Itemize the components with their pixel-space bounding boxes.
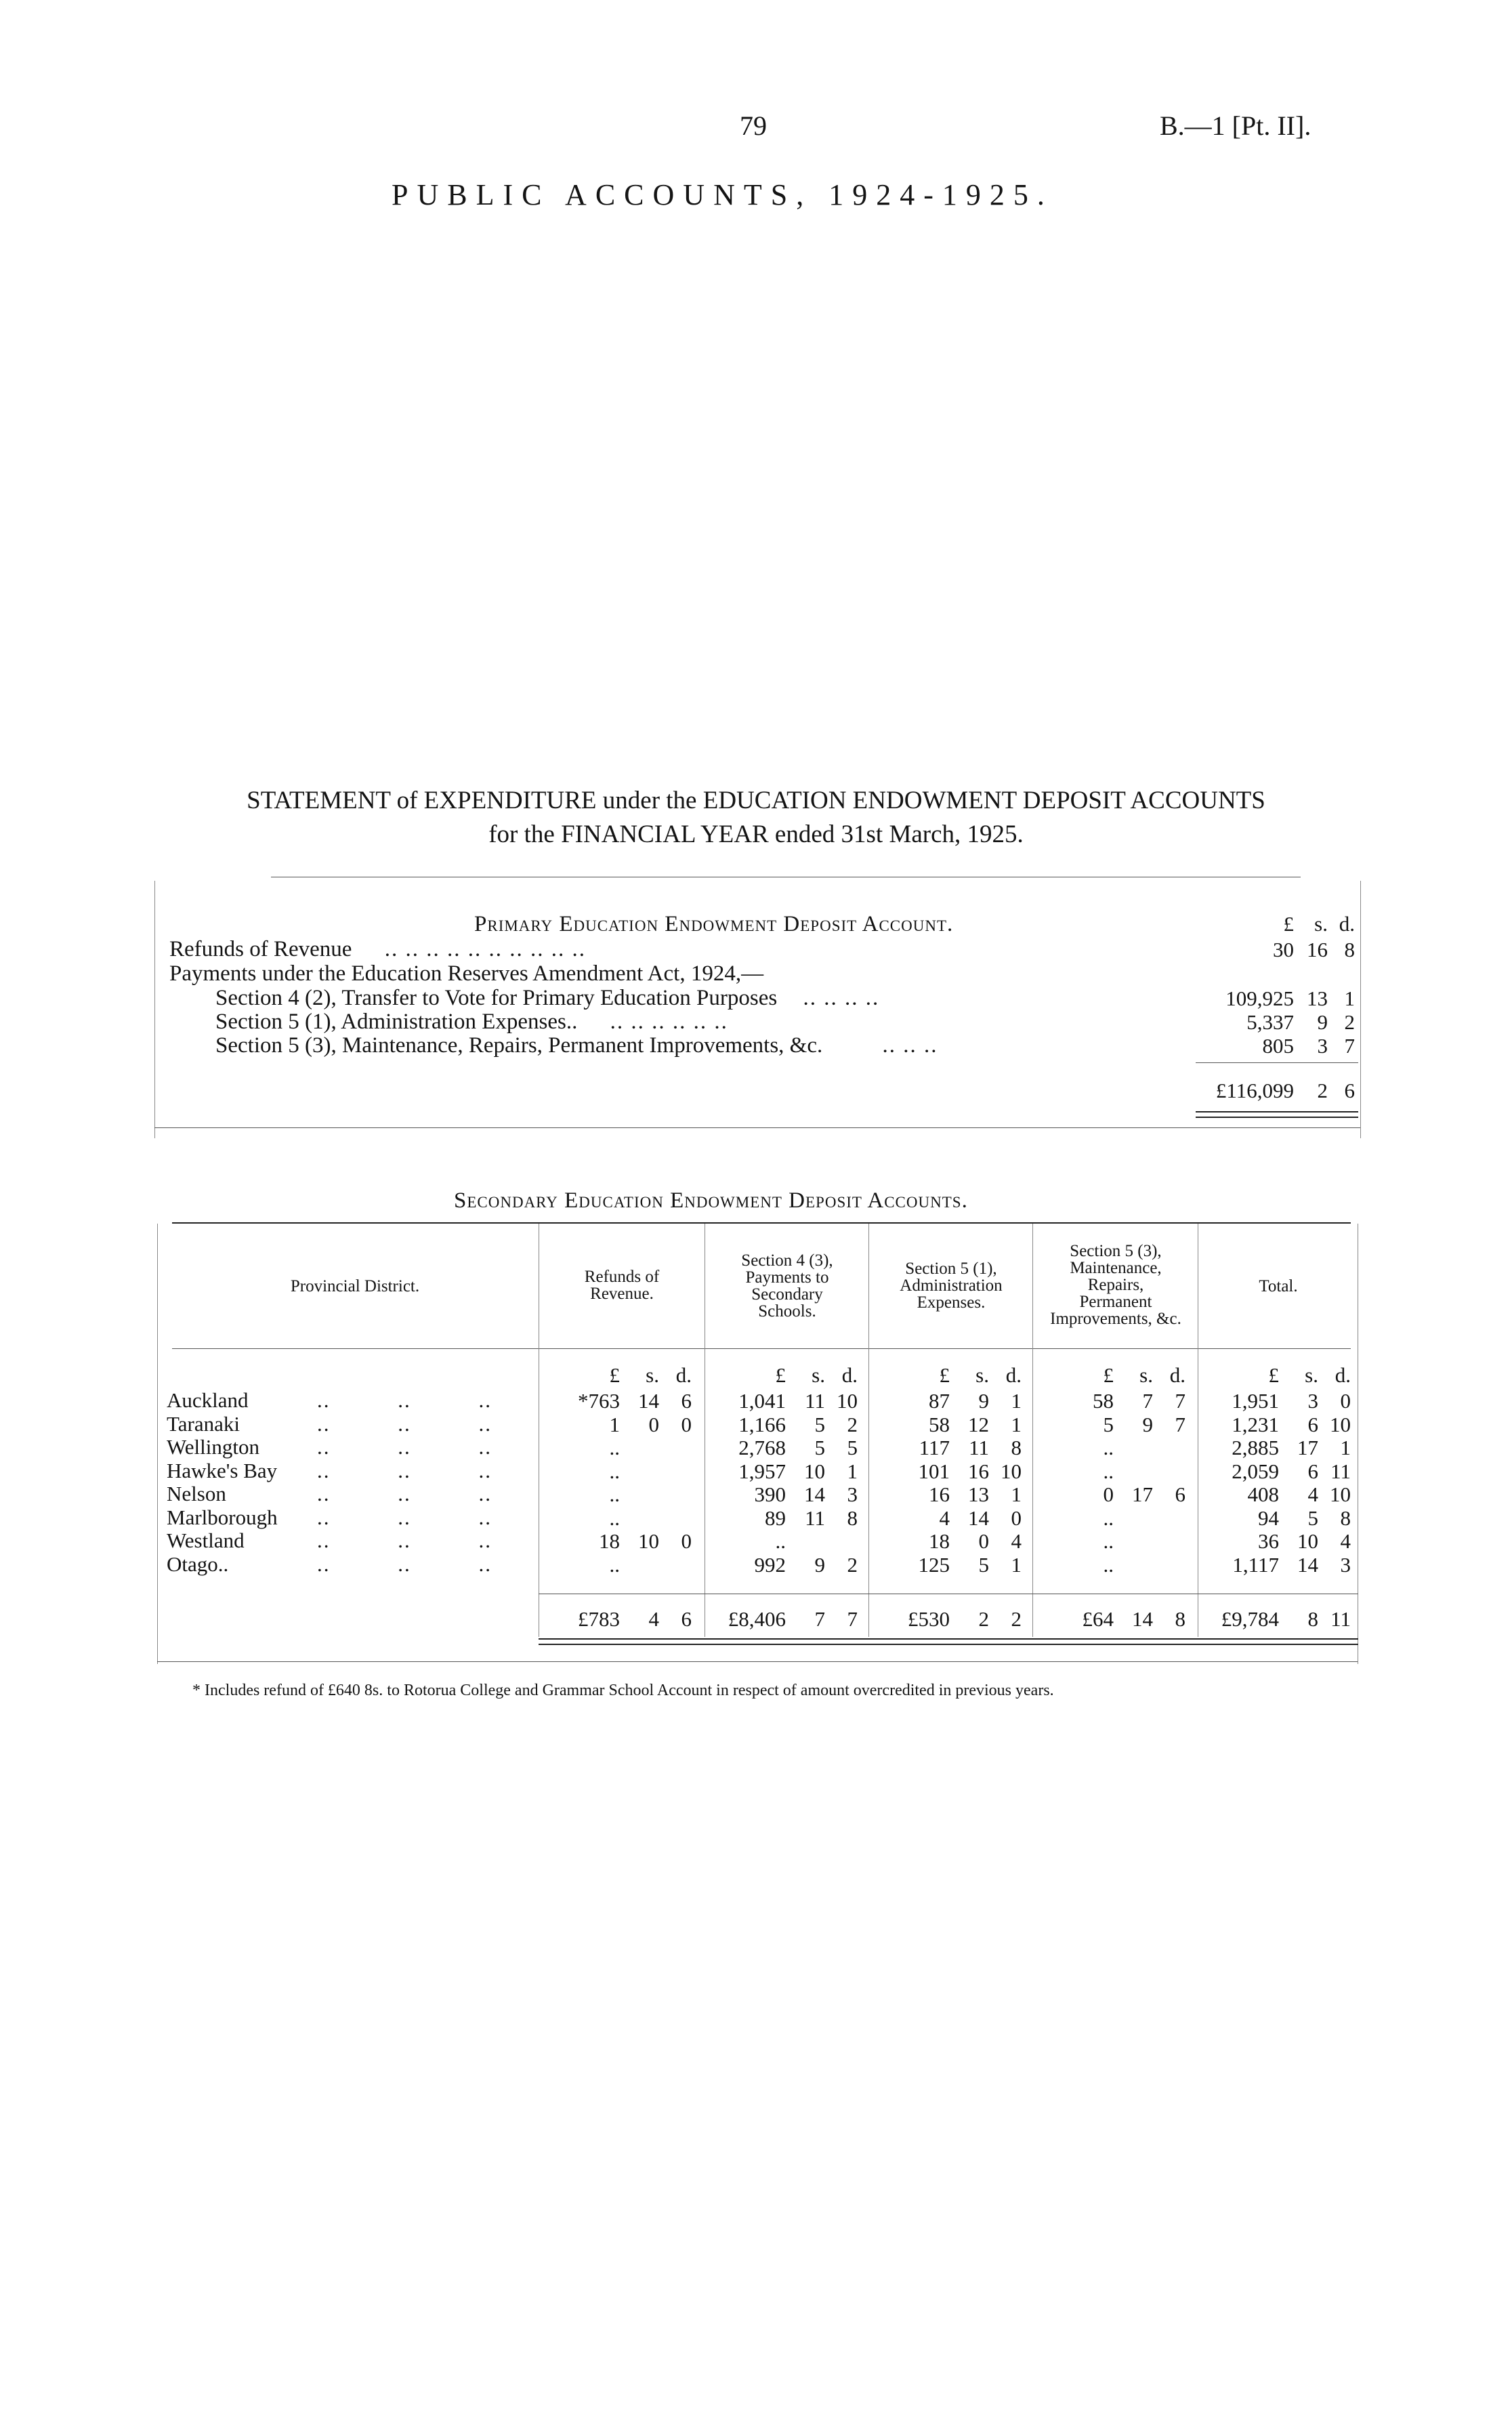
secondary-heading: Secondary Education Endowment Deposit Accounts.	[454, 1188, 968, 1213]
district-name: Hawke's Bay	[167, 1459, 278, 1482]
cell-total-pounds: 2,059	[1232, 1459, 1279, 1483]
primary-bottom-rule	[154, 1127, 1360, 1128]
primary-row-label: Section 4 (2), Transfer to Vote for Primary Education Purposes	[215, 986, 778, 1010]
cell-total-pence: 4	[1340, 1529, 1351, 1553]
district-name: Taranaki	[167, 1412, 240, 1436]
cell-sec51-pounds: 87	[929, 1389, 950, 1413]
district-name: Marlborough	[167, 1505, 278, 1529]
secondary-top-rule	[172, 1222, 1351, 1224]
cell-sec51-pence: 1	[1011, 1413, 1022, 1436]
total-sec51-pounds: £530	[908, 1607, 950, 1631]
total-total-pence: 11	[1330, 1607, 1351, 1631]
cell-sec42-pounds: 89	[765, 1506, 786, 1530]
cell-sec53-pounds: ..	[1103, 1459, 1114, 1483]
total-sec42-pounds: £8,406	[728, 1607, 786, 1631]
primary-row	[169, 938, 586, 961]
statement-title-line1: STATEMENT of EXPENDITURE under the EDUCATION ENDOWMENT DEPOSIT ACCOUNTS	[247, 787, 1265, 814]
cell-refunds-pence: 6	[681, 1389, 692, 1413]
cell-total-shillings: 14	[1297, 1553, 1318, 1577]
leader-dots: .. .. ..	[317, 1529, 492, 1552]
totals-double-rule	[539, 1644, 1358, 1645]
col-header-refunds: Refunds of Revenue.	[584, 1268, 660, 1303]
cell-sec51-shillings: 13	[968, 1482, 989, 1506]
leader-dots: .. .. ..	[317, 1552, 492, 1576]
cell-total-pounds: 94	[1258, 1506, 1279, 1530]
cell-total-pence: 8	[1340, 1506, 1351, 1530]
cell-total-pence: 1	[1340, 1436, 1351, 1459]
cell-total-pounds: 408	[1247, 1482, 1279, 1506]
cell-sec51-pence: 0	[1011, 1506, 1022, 1530]
col-header-district: Provincial District.	[290, 1277, 420, 1295]
currency-header-pounds: £	[609, 1363, 620, 1387]
cell-sec51-shillings: 12	[968, 1413, 989, 1436]
district-name: Auckland	[167, 1388, 249, 1412]
page-title: PUBLIC ACCOUNTS, 1924-1925.	[392, 178, 1053, 211]
primary-row-pounds: 805	[1262, 1034, 1294, 1058]
cell-refunds-pounds: ..	[609, 1553, 620, 1577]
table-left-rule	[157, 1224, 158, 1664]
cell-total-pounds: 2,885	[1232, 1436, 1279, 1459]
cell-refunds-pounds: *763	[578, 1389, 620, 1413]
cell-sec42-pounds: 1,166	[738, 1413, 786, 1436]
primary-row	[215, 1034, 938, 1057]
column-rule	[868, 1224, 869, 1637]
cell-refunds-pence: 0	[681, 1529, 692, 1553]
currency-header-shillings: s.	[1305, 1363, 1318, 1387]
currency-header-pence: d.	[1169, 1363, 1185, 1387]
total-refunds-shillings: 4	[648, 1607, 659, 1631]
total-sec51-shillings: 2	[978, 1607, 989, 1631]
currency-header-pence: d.	[1335, 1363, 1351, 1387]
currency-header-pence: d.	[1005, 1363, 1022, 1387]
currency-header-pounds: £	[1103, 1363, 1114, 1387]
column-rule	[1032, 1224, 1033, 1637]
currency-header-shillings: s.	[646, 1363, 659, 1387]
cell-sec51-shillings: 0	[978, 1529, 989, 1553]
col-header-sec51: Section 5 (1), Administration Expenses.	[900, 1260, 1003, 1312]
primary-row-pence: 7	[1344, 1034, 1355, 1058]
statement-title-line2: for the FINANCIAL YEAR ended 31st March, 1925.	[488, 820, 1024, 848]
primary-total-double-rule	[1196, 1111, 1358, 1112]
cell-sec42-pounds: 1,957	[738, 1459, 786, 1483]
primary-row	[215, 1010, 728, 1033]
district-name: Otago..	[167, 1552, 229, 1576]
cell-sec53-pounds: ..	[1103, 1436, 1114, 1459]
cell-sec42-shillings: 11	[805, 1389, 825, 1413]
primary-row-label: Section 5 (1), Administration Expenses..	[215, 1010, 578, 1034]
cell-sec51-shillings: 5	[978, 1553, 989, 1577]
cell-sec51-pence: 1	[1011, 1482, 1022, 1506]
primary-row-pence: 2	[1344, 1010, 1355, 1034]
cell-total-shillings: 6	[1307, 1413, 1318, 1436]
cell-sec42-pounds: 1,041	[738, 1389, 786, 1413]
secondary-bottom-rule	[157, 1661, 1358, 1662]
cell-sec51-pence: 1	[1011, 1553, 1022, 1577]
total-sec53-pence: 8	[1175, 1607, 1185, 1631]
cell-sec53-shillings: 9	[1142, 1413, 1153, 1436]
total-sec42-pence: 7	[847, 1607, 858, 1631]
cell-sec51-pounds: 16	[929, 1482, 950, 1506]
primary-total-pence: 6	[1344, 1079, 1355, 1102]
primary-right-rule	[1360, 881, 1361, 1138]
cell-refunds-shillings: 10	[638, 1529, 659, 1553]
cell-sec42-pence: 8	[847, 1506, 858, 1530]
primary-subtotal-rule	[1196, 1062, 1358, 1063]
primary-total-double-rule	[1196, 1117, 1358, 1118]
cell-sec53-pounds: 0	[1103, 1482, 1114, 1506]
leader-dots: .. .. .. .. .. .. .. .. .. ..	[384, 937, 586, 961]
cell-sec53-pounds: ..	[1103, 1529, 1114, 1553]
total-sec51-pence: 2	[1011, 1607, 1022, 1631]
cell-total-shillings: 17	[1297, 1436, 1318, 1459]
leader-dots: .. .. ..	[317, 1388, 492, 1412]
cell-total-shillings: 4	[1307, 1482, 1318, 1506]
cell-sec42-pence: 2	[847, 1413, 858, 1436]
total-refunds-pounds: £783	[578, 1607, 620, 1631]
col-header-sec53: Section 5 (3), Maintenance, Repairs, Permanent Improvements, &c.	[1050, 1242, 1181, 1328]
primary-row-pence: 8	[1344, 938, 1355, 961]
cell-sec42-shillings: 14	[804, 1482, 825, 1506]
cell-sec53-pounds: ..	[1103, 1553, 1114, 1577]
cell-sec42-shillings: 9	[814, 1553, 825, 1577]
primary-row-label: Section 5 (3), Maintenance, Repairs, Permanent Improvements, &c.	[215, 1033, 823, 1058]
cell-sec42-pence: 1	[847, 1459, 858, 1483]
leader-dots: .. .. .. ..	[803, 986, 880, 1010]
cell-refunds-shillings: 0	[648, 1413, 659, 1436]
cell-sec53-pounds: 58	[1093, 1389, 1114, 1413]
primary-row-shillings: 3	[1317, 1034, 1328, 1058]
leader-dots: .. .. ..	[317, 1435, 492, 1459]
cell-sec42-shillings: 5	[814, 1436, 825, 1459]
footnote: * Includes refund of £640 8s. to Rotorua College and Grammar School Account in respect of amount overcredited in previous years.	[192, 1682, 1054, 1699]
primary-row-label: Payments under the Education Reserves Amendment Act, 1924,—	[169, 961, 764, 986]
leader-dots: .. .. ..	[317, 1482, 492, 1505]
cell-total-shillings: 10	[1297, 1529, 1318, 1553]
cell-total-pence: 3	[1340, 1553, 1351, 1577]
cell-sec42-shillings: 11	[805, 1506, 825, 1530]
primary-row-shillings: 13	[1307, 986, 1328, 1010]
primary-row-pence: 1	[1344, 986, 1355, 1010]
cell-total-pence: 10	[1330, 1413, 1351, 1436]
cell-sec51-pounds: 101	[918, 1459, 950, 1483]
cell-total-shillings: 3	[1307, 1389, 1318, 1413]
cell-sec51-shillings: 9	[978, 1389, 989, 1413]
cell-sec42-pounds: 390	[754, 1482, 786, 1506]
currency-header-shillings: s.	[975, 1363, 989, 1387]
cell-sec51-shillings: 14	[968, 1506, 989, 1530]
primary-total-pounds: £116,099	[1215, 1079, 1294, 1102]
cell-refunds-pence: 0	[681, 1413, 692, 1436]
cell-sec42-shillings: 10	[804, 1459, 825, 1483]
cell-refunds-pounds: 18	[599, 1529, 620, 1553]
currency-header-pence: d.	[675, 1363, 692, 1387]
cell-refunds-pounds: ..	[609, 1482, 620, 1506]
currency-header-pounds: £	[775, 1363, 786, 1387]
page-number: 79	[740, 110, 767, 141]
cell-sec51-pence: 10	[1001, 1459, 1022, 1483]
leader-dots: .. .. ..	[317, 1459, 492, 1482]
cell-sec53-shillings: 17	[1132, 1482, 1153, 1506]
cell-sec42-pounds: 2,768	[738, 1436, 786, 1459]
cell-sec53-pence: 7	[1175, 1413, 1185, 1436]
leader-dots: .. .. ..	[882, 1033, 938, 1058]
primary-heading: Primary Education Endowment Deposit Account.	[474, 912, 954, 936]
primary-total-shillings: 2	[1317, 1079, 1328, 1102]
cell-sec51-pounds: 18	[929, 1529, 950, 1553]
cell-sec42-pence: 3	[847, 1482, 858, 1506]
total-refunds-pence: 6	[681, 1607, 692, 1631]
cell-sec42-pence: 10	[837, 1389, 858, 1413]
district-name: Nelson	[167, 1482, 226, 1505]
cell-total-pounds: 1,951	[1232, 1389, 1279, 1413]
total-total-shillings: 8	[1307, 1607, 1318, 1631]
leader-dots: .. .. ..	[317, 1505, 492, 1529]
cell-refunds-pounds: ..	[609, 1436, 620, 1459]
cell-total-shillings: 5	[1307, 1506, 1318, 1530]
cell-sec42-pence: 5	[847, 1436, 858, 1459]
cell-sec51-pence: 1	[1011, 1389, 1022, 1413]
primary-left-rule	[154, 881, 155, 1138]
cell-sec51-shillings: 16	[968, 1459, 989, 1483]
col-header-sec43: Section 4 (3), Payments to Secondary Schools.	[741, 1251, 833, 1321]
leader-dots: .. .. ..	[317, 1412, 492, 1436]
primary-shillings-header: s.	[1314, 912, 1328, 936]
currency-header-pence: d.	[841, 1363, 858, 1387]
cell-sec51-pounds: 117	[919, 1436, 950, 1459]
cell-sec51-pounds: 125	[918, 1553, 950, 1577]
primary-row-pounds: 109,925	[1225, 986, 1294, 1010]
cell-sec51-pence: 4	[1011, 1529, 1022, 1553]
cell-sec53-shillings: 7	[1142, 1389, 1153, 1413]
cell-sec53-pounds: 5	[1103, 1413, 1114, 1436]
cell-sec53-pence: 7	[1175, 1389, 1185, 1413]
cell-sec42-pounds: 992	[754, 1553, 786, 1577]
primary-row-shillings: 16	[1307, 938, 1328, 961]
cell-sec42-pounds: ..	[775, 1529, 786, 1553]
leader-dots: .. .. .. .. .. ..	[610, 1010, 728, 1034]
primary-row	[215, 986, 879, 1010]
primary-row-label: Refunds of Revenue	[169, 937, 352, 961]
cell-total-pence: 10	[1330, 1482, 1351, 1506]
cell-total-pounds: 1,231	[1232, 1413, 1279, 1436]
currency-header-pounds: £	[1268, 1363, 1279, 1387]
district-name: Westland	[167, 1529, 245, 1552]
total-total-pounds: £9,784	[1221, 1607, 1279, 1631]
cell-sec42-pence: 2	[847, 1553, 858, 1577]
cell-sec51-pounds: 58	[929, 1413, 950, 1436]
cell-sec51-shillings: 11	[969, 1436, 989, 1459]
total-sec42-shillings: 7	[814, 1607, 825, 1631]
district-name: Wellington	[167, 1435, 259, 1459]
cell-sec51-pounds: 4	[939, 1506, 950, 1530]
cell-refunds-pounds: ..	[609, 1459, 620, 1483]
total-sec53-shillings: 14	[1132, 1607, 1153, 1631]
cell-total-shillings: 6	[1307, 1459, 1318, 1483]
primary-row-shillings: 9	[1317, 1010, 1328, 1034]
header-bottom-rule	[172, 1348, 1351, 1349]
totals-double-rule	[539, 1638, 1358, 1640]
primary-row	[169, 962, 763, 985]
cell-total-pence: 11	[1330, 1459, 1351, 1483]
currency-header-shillings: s.	[812, 1363, 825, 1387]
cell-refunds-shillings: 14	[638, 1389, 659, 1413]
cell-total-pounds: 1,117	[1232, 1553, 1279, 1577]
currency-header-shillings: s.	[1139, 1363, 1153, 1387]
cell-total-pence: 0	[1340, 1389, 1351, 1413]
cell-sec42-shillings: 5	[814, 1413, 825, 1436]
report-reference: B.—1 [Pt. II].	[1160, 110, 1311, 141]
primary-row-pounds: 30	[1273, 938, 1294, 961]
cell-total-pounds: 36	[1258, 1529, 1279, 1553]
currency-header-pounds: £	[939, 1363, 950, 1387]
primary-row-pounds: 5,337	[1246, 1010, 1294, 1034]
cell-sec51-pence: 8	[1011, 1436, 1022, 1459]
primary-pence-header: d.	[1339, 912, 1355, 936]
cell-refunds-pounds: 1	[609, 1413, 620, 1436]
cell-refunds-pounds: ..	[609, 1506, 620, 1530]
cell-sec53-pounds: ..	[1103, 1506, 1114, 1530]
cell-sec53-pence: 6	[1175, 1482, 1185, 1506]
col-header-total: Total.	[1259, 1277, 1298, 1295]
total-sec53-pounds: £64	[1082, 1607, 1114, 1631]
primary-pounds-header: £	[1283, 912, 1294, 936]
